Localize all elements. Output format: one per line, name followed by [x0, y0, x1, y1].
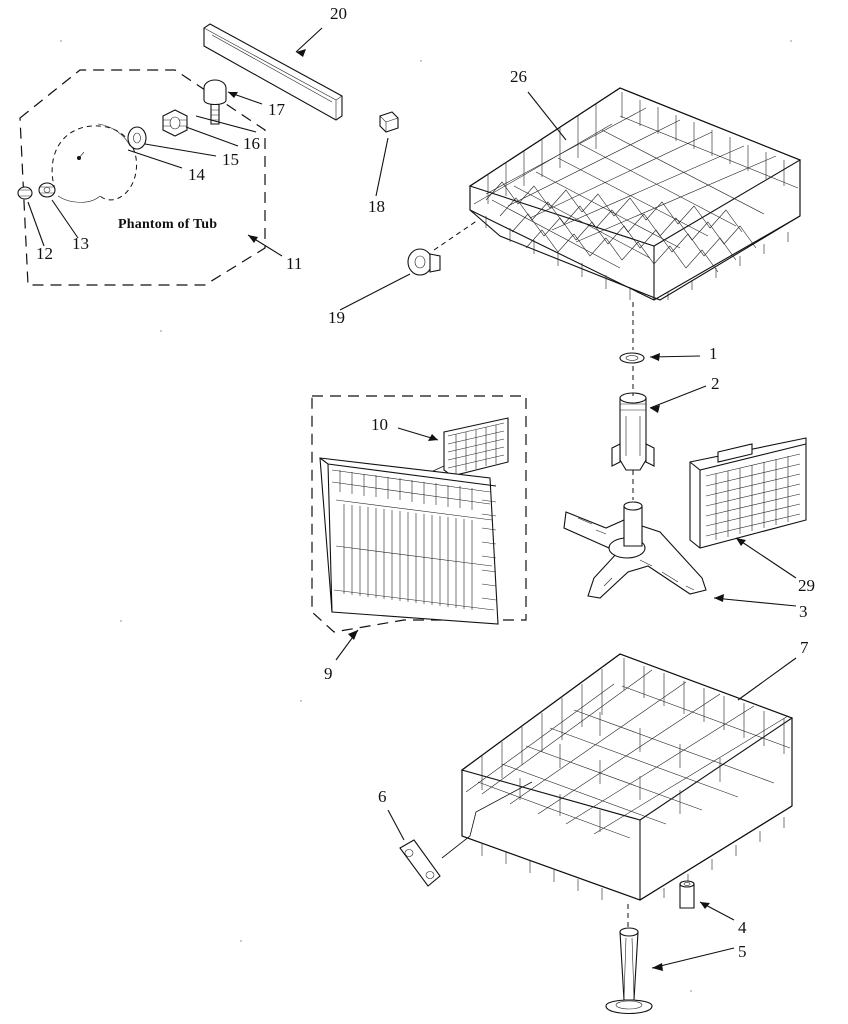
callout-16: 16	[243, 134, 260, 153]
scan-speck	[300, 700, 302, 702]
callout-12: 12	[36, 244, 53, 263]
seal-1	[620, 353, 644, 363]
callout-1: 1	[709, 344, 718, 363]
scan-speck	[690, 990, 692, 992]
lower-rack-7	[462, 654, 792, 900]
callout-29: 29	[798, 576, 815, 595]
callout-26: 26	[510, 67, 527, 86]
spray-tube-5	[606, 928, 652, 1014]
spray-arm-3	[564, 502, 706, 598]
callout-5: 5	[738, 942, 747, 961]
cup-shelf-29	[690, 438, 806, 548]
scan-speck	[420, 60, 422, 62]
phantom-of-tub-caption: Phantom of Tub	[118, 217, 218, 232]
callout-19: 19	[328, 308, 345, 327]
feed-tube-2	[612, 393, 654, 470]
callout-15: 15	[222, 150, 239, 169]
small-rack-10	[444, 418, 508, 476]
callout-20: 20	[330, 4, 347, 23]
scan-speck	[60, 40, 62, 42]
bearing-19	[408, 249, 440, 275]
callout-10: 10	[371, 415, 388, 434]
scan-speck	[120, 620, 122, 622]
callout-6: 6	[378, 787, 387, 806]
bolt-17	[204, 80, 226, 124]
callout-17: 17	[268, 100, 285, 119]
callout-9: 9	[324, 664, 333, 683]
callout-11: 11	[286, 254, 303, 273]
tub-hose-outline	[52, 124, 136, 202]
callout-3: 3	[799, 602, 808, 621]
nut-16	[163, 110, 187, 136]
callout-13: 13	[72, 234, 89, 253]
scan-speck	[790, 40, 792, 42]
bushing-4	[680, 881, 694, 908]
callout-2: 2	[711, 374, 720, 393]
phantom-of-tub-boundary	[20, 70, 265, 285]
stop-18	[380, 112, 398, 132]
scan-speck	[160, 330, 162, 332]
clip-6	[400, 840, 440, 886]
fold-down-rack-9	[320, 458, 498, 624]
callout-14: 14	[188, 165, 205, 184]
callout-4: 4	[738, 918, 747, 937]
callout-18: 18	[368, 197, 385, 216]
upper-rack-26	[470, 88, 800, 300]
scan-speck	[240, 940, 242, 942]
callout-7: 7	[800, 638, 809, 657]
washer-15	[128, 127, 146, 149]
